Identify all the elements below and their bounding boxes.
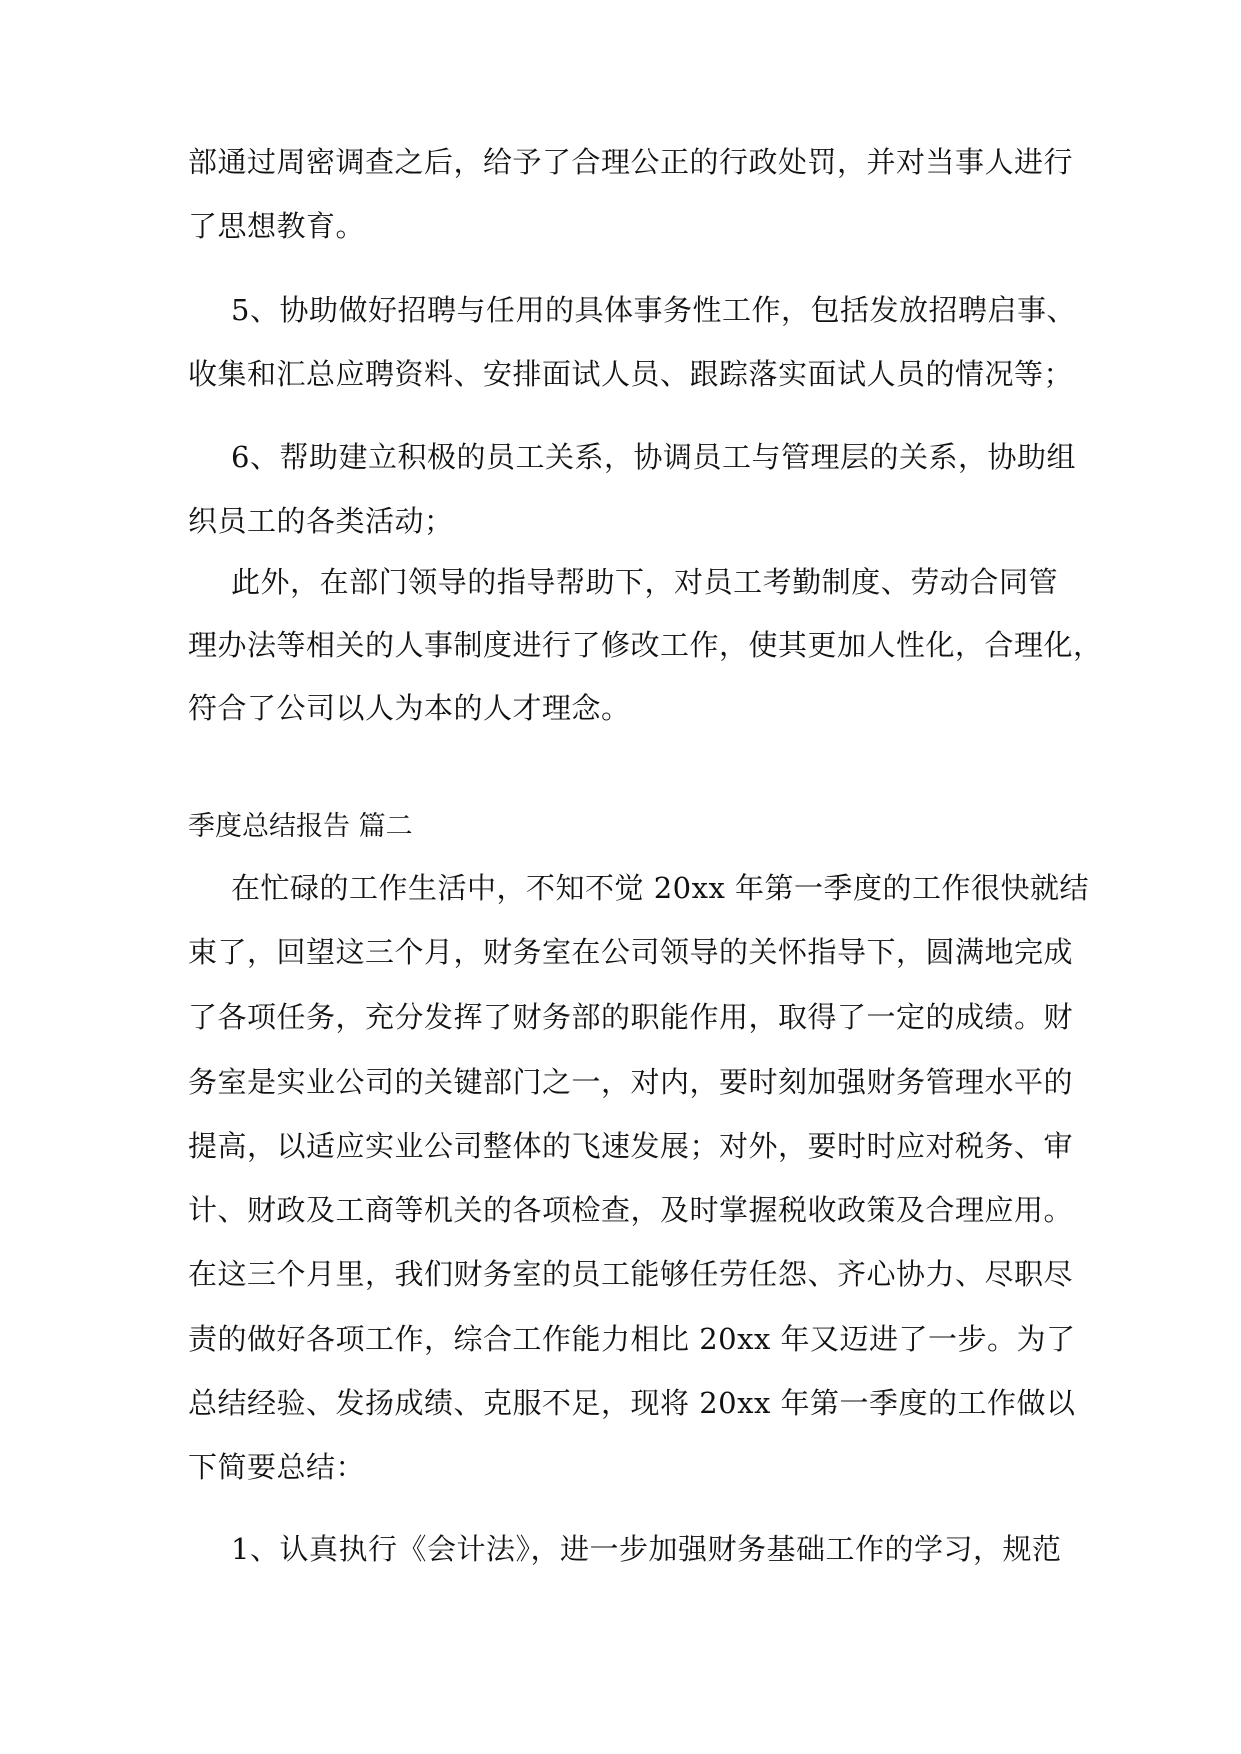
text-line: 务室是实业公司的关键部门之一，对内，要时刻加强财务管理水平的 xyxy=(188,1065,1074,1099)
text-line: 总结经验、发扬成绩、克服不足，现将 20xx 年第一季度的工作做以 xyxy=(188,1386,1076,1420)
text-line: 理办法等相关的人事制度进行了修改工作，使其更加人性化，合理化， xyxy=(188,628,1103,662)
text-line: 责的做好各项工作，综合工作能力相比 20xx 年又迈进了一步。为了 xyxy=(188,1322,1076,1356)
text-line: 计、财政及工商等机关的各项检查，及时掌握税收政策及合理应用。 xyxy=(188,1193,1074,1227)
text-line: 部通过周密调查之后，给予了合理公正的行政处罚，并对当事人进行 xyxy=(188,145,1074,179)
text-line: 织员工的各类活动； xyxy=(188,504,454,538)
text-line: 束了，回望这三个月，财务室在公司领导的关怀指导下，圆满地完成 xyxy=(188,935,1074,969)
paragraph-line: 6、帮助建立积极的员工关系，协调员工与管理层的关系，协助组 xyxy=(231,440,1076,474)
paragraph-line: 此外，在部门领导的指导帮助下，对员工考勤制度、劳动合同管 xyxy=(231,565,1058,599)
text-line: 下简要总结： xyxy=(188,1450,366,1484)
text-line: 提高，以适应实业公司整体的飞速发展；对外，要时时应对税务、审 xyxy=(188,1129,1074,1163)
section-heading: 季度总结报告 篇二 xyxy=(188,811,413,842)
paragraph-line: 5、协助做好招聘与任用的具体事务性工作，包括发放招聘启事、 xyxy=(231,293,1076,327)
paragraph-line: 在忙碌的工作生活中，不知不觉 20xx 年第一季度的工作很快就结 xyxy=(231,871,1090,905)
text-line: 收集和汇总应聘资料、安排面试人员、跟踪落实面试人员的情况等； xyxy=(188,357,1074,391)
text-line: 在这三个月里，我们财务室的员工能够任劳任怨、齐心协力、尽职尽 xyxy=(188,1257,1074,1291)
text-line: 了各项任务，充分发挥了财务部的职能作用，取得了一定的成绩。财 xyxy=(188,1000,1074,1034)
paragraph-line: 1、认真执行《会计法》，进一步加强财务基础工作的学习，规范 xyxy=(231,1532,1062,1566)
text-line: 了思想教育。 xyxy=(188,209,366,243)
text-line: 符合了公司以人为本的人才理念。 xyxy=(188,691,631,725)
